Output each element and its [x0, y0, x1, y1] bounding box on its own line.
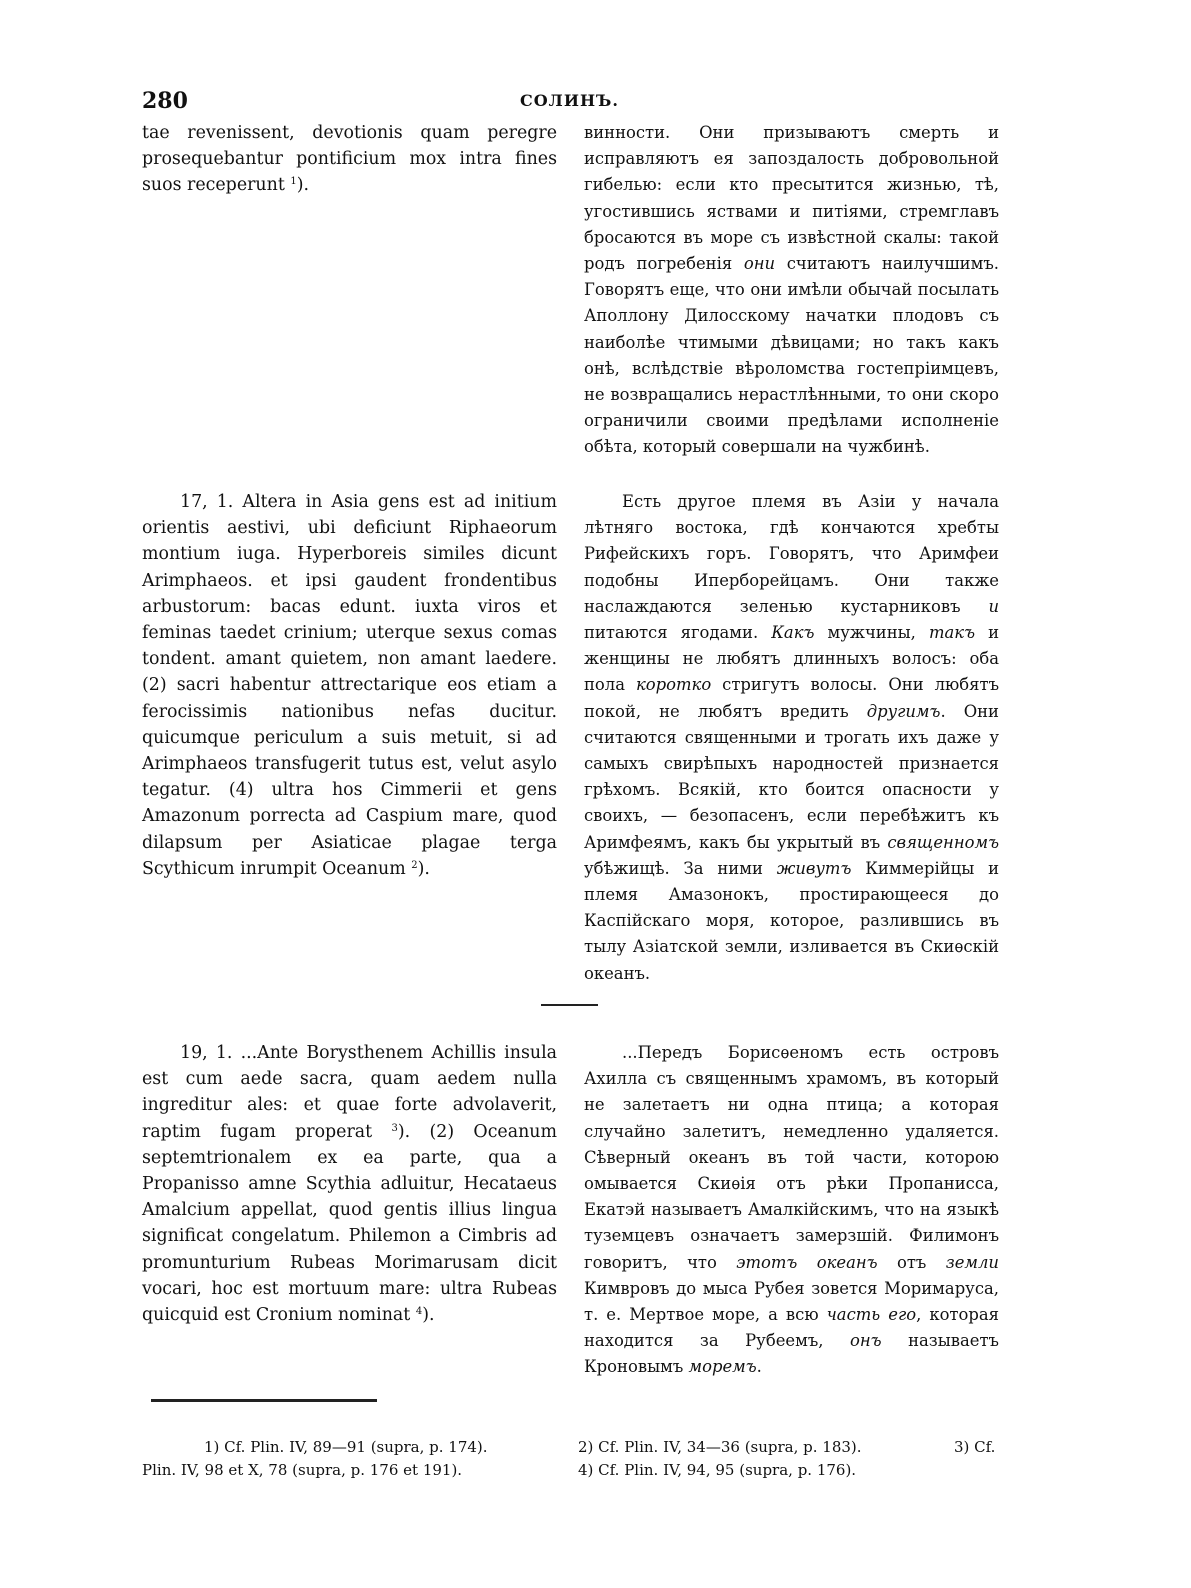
footnote-4: 4) Cf. Plin. IV, 94, 95 (supra, p. 176).: [578, 1461, 857, 1479]
russian-text: , которая находится за Рубеемъ,: [584, 1305, 999, 1351]
russian-text: называетъ Кроновымъ: [584, 1331, 999, 1377]
russian-text: убѣжищѣ. За ними: [584, 858, 777, 878]
russian-italic: и: [988, 596, 999, 616]
russian-text: винности. Они призываютъ смерть и исправляютъ ея запоздалость добровольной гибелью: если кто пресытится жизнью, тѣ, угостившись яствами и питіями, стремглавъ бросаются въ море съ извѣстной скалы: такой родъ погребенія: [584, 123, 999, 274]
latin-paragraph-1: [142, 120, 557, 199]
russian-text: Кимвровъ до мыса Рубея зовется Моримаруса, т. е. Мертвое море, а всю: [584, 1278, 999, 1325]
russian-text: ...Передъ Борисѳеномъ есть островъ Ахилла съ священнымъ храмомъ, въ который не залетаетъ ни одна птица; а которая случайно залетитъ, немедленно удаляется. Сѣверный океанъ въ той части, которою омывается Скиѳія отъ рѣки Пропанисса, Екатэй называетъ Амалкійскимъ, что на языкѣ туземцевъ означаетъ замерзшій. Филимонъ говоритъ, что: [584, 1043, 999, 1272]
russian-text: мужчины,: [814, 623, 929, 643]
footnote-ref: 1: [290, 176, 297, 188]
russian-paragraph-3: [584, 1040, 999, 1381]
russian-italic: моремъ: [688, 1357, 757, 1377]
russian-italic: этотъ океанъ: [736, 1252, 878, 1272]
latin-paragraph-3: [142, 1040, 557, 1328]
latin-text: 19, 1. ...Ante Borysthenem Achillis insula est cum aede sacra, quam aedem nulla ingreditur ales: et quae forte advolaverit, raptim fugam properat: [142, 1043, 557, 1142]
russian-italic: Какъ: [771, 623, 815, 643]
russian-italic: коротко: [635, 675, 712, 695]
latin-paragraph-2: [142, 489, 557, 882]
footnote-1: 1) Cf. Plin. IV, 89—91 (supra, p. 174).: [204, 1438, 488, 1456]
russian-italic: часть его: [826, 1305, 917, 1325]
footnote-ref: 4: [415, 1306, 423, 1318]
russian-italic: онъ: [850, 1331, 882, 1351]
russian-italic: священномъ: [887, 832, 999, 852]
footnote-3-start: 3) Cf.: [954, 1438, 996, 1456]
russian-text: Есть другое племя въ Азіи у начала лѣтняго востока, гдѣ кончаются хребты Рифейскихъ горъ. Говорятъ, что Аримфеи подобны Иперборейцамъ. Они также наслаждаются зеленью кустарниковъ: [584, 492, 999, 616]
russian-italic: другимъ: [866, 701, 941, 721]
russian-text: питаются ягодами.: [584, 623, 772, 643]
page-number: 280: [142, 88, 188, 114]
latin-text-end: ).: [422, 1305, 435, 1326]
running-title: СОЛИНЪ.: [520, 91, 619, 110]
russian-text: и женщины не любятъ длинныхъ волосъ: оба пола: [584, 623, 999, 695]
russian-italic: земли: [945, 1252, 999, 1272]
russian-text: стригутъ волосы. Они любятъ покой, не любятъ вредить: [584, 675, 1000, 721]
russian-text: считаютъ наилучшимъ. Говорятъ еще, что они имѣли обычай посылать Аполлону Дилосскому начатки плодовъ съ наиболѣе чтимыми дѣвицами; но такъ какъ онѣ, вслѣдствіе вѣроломства гостепріимцевъ, не возвращались нерастлѣнными, то они скоро ограничили своими предѣлами исполненіе обѣта, который совершали на чужбинѣ.: [584, 254, 999, 457]
latin-text-end: ).: [296, 175, 310, 196]
latin-text: ). (2) Oceanum septemtrionalem ex ea parte, qua a Propanisso amne Scythia adluitur, Hecataeus Amalcium appellat, quod gentis illius lingua significat congelatum. Philemon a Cimbris ad promunturium Rubeas Morimarusam dicit vocari, hoc est mortuum mare: ultra Rubeas quicquid est Cronium nominat: [142, 1121, 557, 1326]
russian-paragraph-1: [584, 120, 999, 461]
russian-italic: живутъ: [776, 858, 852, 878]
section-separator: [541, 1004, 598, 1006]
footnote-3-continued: Plin. IV, 98 et X, 78 (supra, p. 176 et 191).: [142, 1461, 463, 1479]
footnote-rule: [151, 1399, 377, 1402]
latin-text: 17, 1. Altera in Asia gens est ad initium orientis aestivi, ubi deficiunt Riphaeorum montium iuga. Hyperboreis similes dicunt Arimphaeos. et ipsi gaudent frondentibus arbustorum: bacas edunt. iuxta viros et feminas taedet crinium; uterque sexus comas tondent. amant quietem, non amant laedere. (2) sacri habentur attrectarique eos etiam a ferocissimis nationibus nefas ducitur. quicumque periculum a suis metuit, si ad Arimphaeos transfugerit tutus est, velut asylo tegatur. (4) ultra hos Cimmerii et gens Amazonum porrecta ad Caspium mare, quod dilapsum per Asiaticae plagae terga Scythicum inrumpit Oceanum: [142, 492, 557, 879]
russian-text: .: [756, 1357, 762, 1377]
russian-text: Киммерійцы и племя Амазонокъ, простирающееся до Каспійскаго моря, которое, разлившись въ тылу Азіатской земли, изливается въ Скиѳскій океанъ.: [584, 858, 999, 983]
russian-paragraph-2: [584, 489, 999, 987]
russian-text: отъ: [877, 1252, 946, 1272]
footnote-ref: 3: [391, 1122, 398, 1134]
russian-italic: они: [743, 254, 776, 274]
russian-text: . Они считаются священными и трогать ихъ даже у самыхъ свирѣпыхъ народностей признается грѣхомъ. Всякій, кто боится опасности у своихъ, — безопасенъ, если перебѣжитъ къ Аримфеямъ, какъ бы укрытый въ: [584, 701, 999, 852]
latin-text: tae revenissent, devotionis quam peregre prosequebantur pontificium mox intra fines suos receperunt: [142, 123, 557, 196]
russian-italic: такъ: [928, 623, 975, 643]
latin-text-end: ).: [417, 858, 430, 879]
footnote-2: 2) Cf. Plin. IV, 34—36 (supra, p. 183).: [578, 1438, 862, 1456]
footnote-ref: 2: [411, 859, 418, 871]
